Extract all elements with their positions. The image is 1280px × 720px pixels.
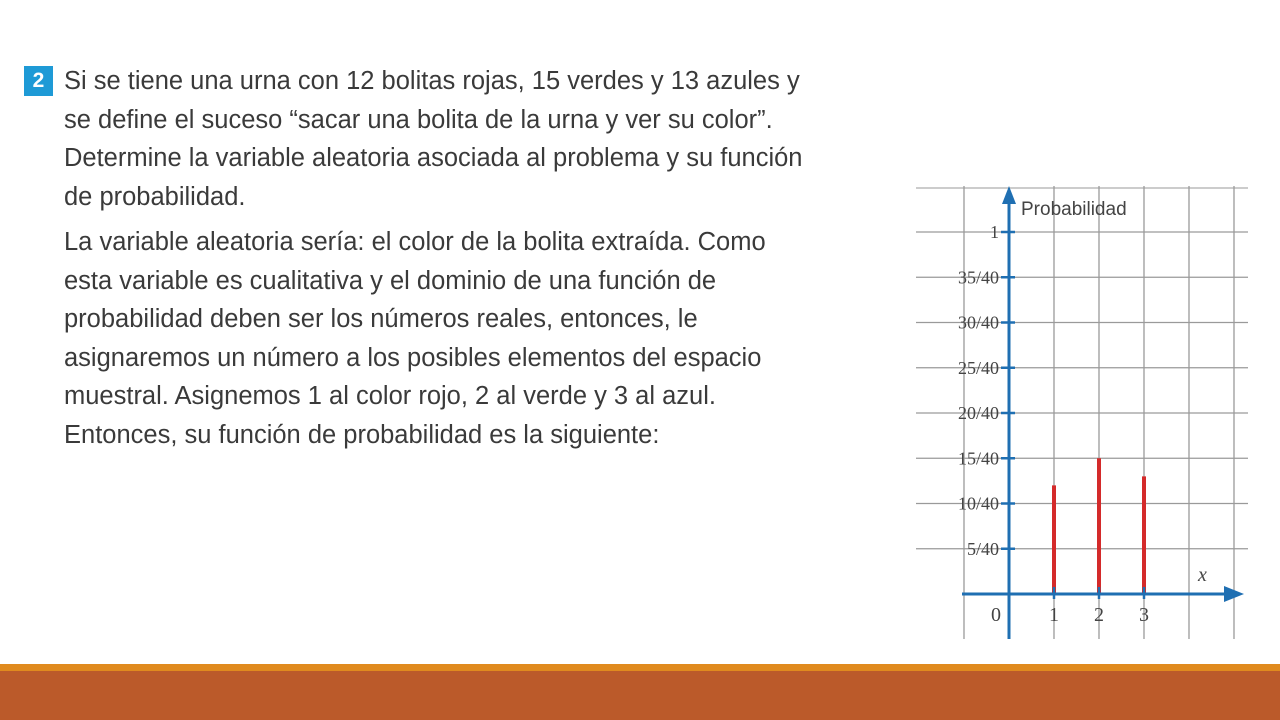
y-axis-arrow-icon — [1002, 186, 1016, 204]
answer-line: esta variable es cualitativa y el dominio de una función de — [64, 266, 717, 295]
x-tick-label: 2 — [1094, 604, 1104, 626]
answer-line: muestral. Asignemos 1 al color rojo, 2 al verde y 3 al azul. — [64, 382, 716, 410]
answer-paragraph — [64, 223, 894, 454]
question-paragraph — [64, 62, 924, 216]
x-axis-label: x — [1198, 564, 1207, 586]
y-tick-label: 10/40 — [957, 493, 999, 514]
probability-chart — [912, 184, 1248, 644]
y-tick-label: 15/40 — [957, 448, 999, 469]
answer-line: asignaremos un número a los posibles elementos del espacio — [64, 343, 762, 372]
y-axis-label: Probabilidad — [1021, 199, 1127, 220]
exercise-number-badge: 2 — [24, 66, 53, 96]
y-tick-label: 30/40 — [957, 312, 999, 333]
answer-line: probabilidad deben ser los números reales, entonces, le — [64, 305, 698, 333]
y-tick-label: 5/40 — [966, 538, 999, 559]
answer-line: Entonces, su función de probabilidad es la siguiente: — [64, 420, 660, 449]
x-tick-label: 3 — [1139, 604, 1149, 626]
y-tick-label: 35/40 — [957, 267, 999, 288]
y-tick-label: 20/40 — [957, 403, 999, 423]
x-tick-label: 0 — [991, 604, 1001, 626]
footer-band — [0, 671, 1280, 720]
question-line: Si se tiene una urna con 12 bolitas rojas, 15 verdes y 13 azules y — [64, 67, 800, 95]
question-line: de probabilidad. — [64, 182, 246, 211]
y-tick-label: 25/40 — [957, 357, 999, 378]
answer-line: La variable aleatoria sería: el color de la bolita extraída. Como — [64, 228, 766, 256]
question-line: se define el suceso “sacar una bolita de la urna y ver su color”. — [64, 105, 773, 134]
question-line: Determine la variable aleatoria asociada al problema y su función — [64, 144, 803, 172]
footer-accent-line — [0, 664, 1280, 671]
x-tick-label: 1 — [1049, 604, 1059, 626]
y-tick-label: 1 — [990, 222, 999, 242]
